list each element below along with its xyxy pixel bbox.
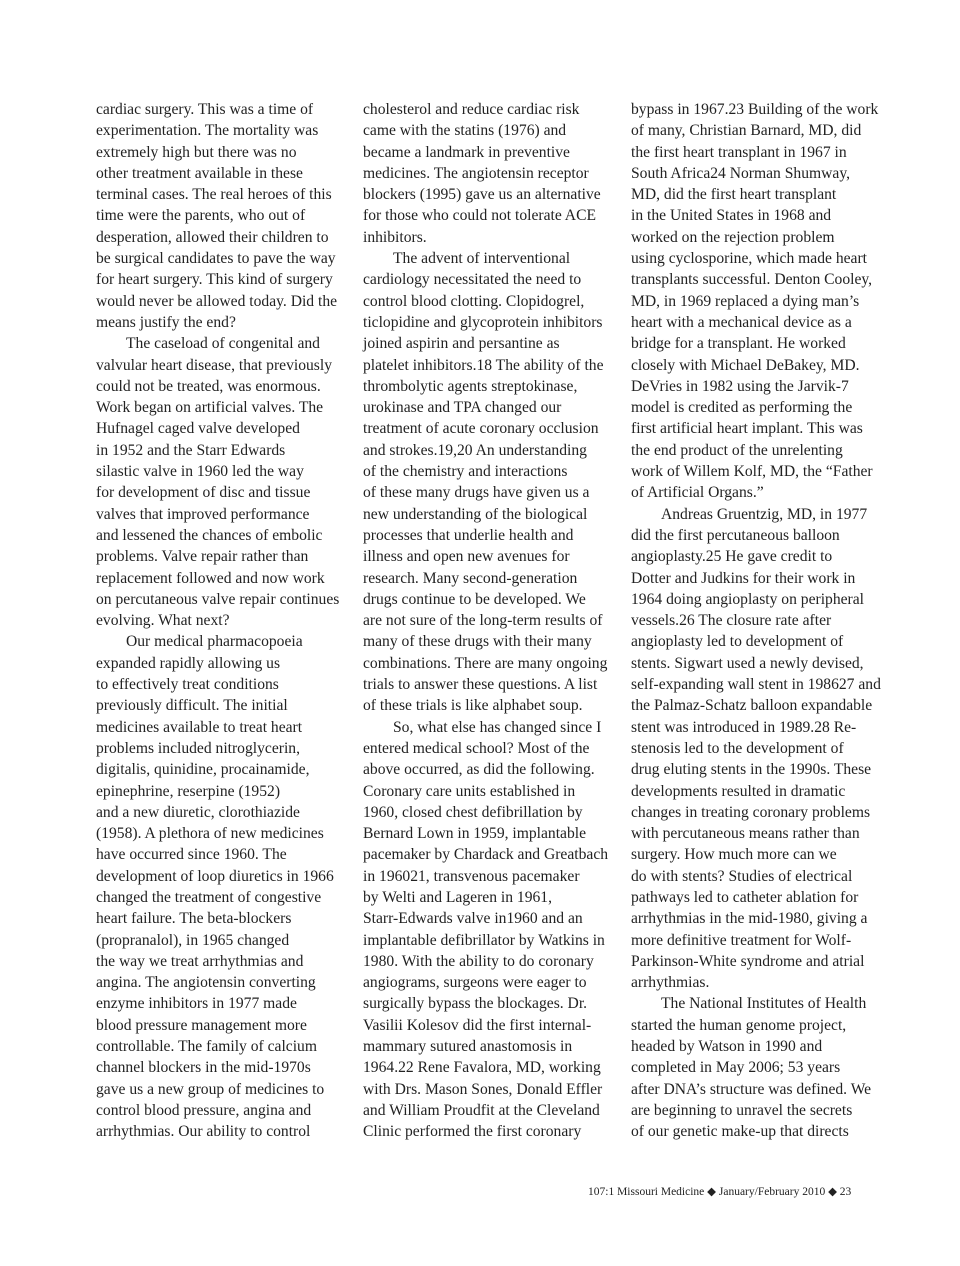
text-line: drugs continue to be developed. We <box>363 590 586 608</box>
text-line: heart failure. The beta-blockers <box>96 910 292 928</box>
text-line: (1958). A plethora of new medicines <box>96 825 324 843</box>
text-line: blood pressure management more <box>96 1016 307 1034</box>
text-line: illness and open new avenues for <box>363 548 570 566</box>
text-line: self-expanding wall stent in 198627 and <box>631 676 881 694</box>
text-line: vessels.26 The closure rate after <box>631 612 832 630</box>
text-line: processes that underlie health and <box>363 526 574 544</box>
text-line: to effectively treat conditions <box>96 676 279 694</box>
text-line: silastic valve in 1960 led the way <box>96 463 304 481</box>
text-line: problems included nitroglycerin, <box>96 739 300 757</box>
text-line: stent was introduced in 1989.28 Re- <box>631 718 857 736</box>
text-line: of these trials is like alphabet soup. <box>363 697 583 715</box>
text-line: of many, Christian Barnard, MD, did <box>631 122 862 140</box>
text-line: the end product of the unrelenting <box>631 441 843 459</box>
text-line: first artificial heart implant. This was <box>631 420 863 438</box>
text-line: MD, did the first heart transplant <box>631 186 837 204</box>
text-line: angiograms, surgeons were eager to <box>363 974 587 992</box>
text-line: stenosis led to the development of <box>631 739 844 757</box>
text-line: on percutaneous valve repair continues <box>96 590 340 608</box>
text-line: are beginning to unravel the secrets <box>631 1101 853 1119</box>
text-line: work of Willem Kolf, MD, the “Father <box>631 463 873 481</box>
text-line: of these many drugs have given us a <box>363 484 590 502</box>
text-line: MD, in 1969 replaced a dying man’s <box>631 292 860 310</box>
text-line: new understanding of the biological <box>363 505 588 523</box>
page-footer: 107:1 Missouri Medicine ◆ January/February 2010 ◆ 23 <box>588 1186 852 1198</box>
text-line: extremely high but there was no <box>96 143 297 161</box>
text-line: more definitive treatment for Wolf- <box>631 931 852 949</box>
text-line: platelet inhibitors.18 The ability of the <box>363 356 604 374</box>
text-line: Clinic performed the first coronary <box>363 1123 582 1141</box>
text-line: are not sure of the long-term results of <box>363 612 603 630</box>
text-line: for development of disc and tissue <box>96 484 311 502</box>
text-line: be surgical candidates to pave the way <box>96 250 336 268</box>
text-line: experimentation. The mortality was <box>96 122 319 140</box>
text-line: started the human genome project, <box>631 1016 847 1034</box>
text-column-2 <box>363 99 617 1143</box>
text-line: and lessened the chances of embolic <box>96 526 323 544</box>
text-line: bypass in 1967.23 Building of the work <box>631 101 879 118</box>
text-line: many of these drugs with their many <box>363 633 592 651</box>
text-line: Coronary care units established in <box>363 782 576 800</box>
text-line: thrombolytic agents streptokinase, <box>363 377 578 395</box>
text-line: would never be allowed today. Did the <box>96 292 338 310</box>
text-line: using cyclosporine, which made heart <box>631 250 868 268</box>
text-line: arrhythmias. <box>631 974 710 992</box>
text-line: research. Many second-generation <box>363 569 578 587</box>
text-line: mammary sutured anastomosis in <box>363 1038 573 1056</box>
text-line: developments resulted in dramatic <box>631 782 846 800</box>
text-line: desperation, allowed their children to <box>96 228 329 246</box>
text-line: transplants successful. Denton Cooley, <box>631 271 873 289</box>
text-line: stents. Sigwart used a newly devised, <box>631 654 864 672</box>
paragraph-start-line: The National Institutes of Health <box>661 995 867 1013</box>
text-line: came with the statins (1976) and <box>363 122 567 140</box>
text-line: in 1952 and the Starr Edwards <box>96 441 286 459</box>
text-line: controllable. The family of calcium <box>96 1038 317 1056</box>
text-line: do with stents? Studies of electrical <box>631 867 853 885</box>
text-line: model is credited as performing the <box>631 399 853 417</box>
text-line: previously difficult. The initial <box>96 697 288 715</box>
text-line: changed the treatment of congestive <box>96 888 322 906</box>
text-line: South Africa24 Norman Shumway, <box>631 164 851 182</box>
text-line: arrhythmias in the mid-1980, giving a <box>631 910 868 928</box>
text-line: for those who could not tolerate ACE <box>363 207 596 225</box>
text-line: time were the parents, who out of <box>96 207 306 225</box>
text-line: changes in treating coronary problems <box>631 803 871 821</box>
text-column-1 <box>96 99 348 1143</box>
text-line: drug eluting stents in the 1990s. These <box>631 761 872 779</box>
text-line: 1980. With the ability to do coronary <box>363 952 594 970</box>
text-line: DeVries in 1982 using the Jarvik-7 <box>631 377 849 395</box>
text-line: blockers (1995) gave us an alternative <box>363 186 601 204</box>
text-line: for heart surgery. This kind of surgery <box>96 271 333 289</box>
text-line: arrhythmias. Our ability to control <box>96 1123 311 1141</box>
text-line: headed by Watson in 1990 and <box>631 1038 823 1056</box>
text-line: joined aspirin and persantine as <box>363 335 560 353</box>
text-line: urokinase and TPA changed our <box>363 399 562 417</box>
text-line: (propranalol), in 1965 changed <box>96 931 290 949</box>
text-line: heart with a mechanical device as a <box>631 313 852 331</box>
paragraph-start-line: So, what else has changed since I <box>393 718 602 736</box>
text-line: Work began on artificial valves. The <box>96 399 324 417</box>
text-line: problems. Valve repair rather than <box>96 548 309 566</box>
text-line: enzyme inhibitors in 1977 made <box>96 995 297 1013</box>
text-line: and strokes.19,20 An understanding <box>363 441 587 459</box>
text-line: of our genetic make-up that directs <box>631 1123 849 1141</box>
text-line: closely with Michael DeBakey, MD. <box>631 356 860 374</box>
text-line: ticlopidine and glycoprotein inhibitors <box>363 313 603 331</box>
text-line: epinephrine, reserpine (1952) <box>96 782 281 800</box>
text-line: 1964.22 Rene Favalora, MD, working <box>363 1059 601 1077</box>
text-line: pacemaker by Chardack and Greatbach <box>363 846 609 864</box>
text-line: above occurred, as did the following. <box>363 761 595 779</box>
text-line: trials to answer these questions. A list <box>363 676 598 694</box>
text-line: 1964 doing angioplasty on peripheral <box>631 590 864 608</box>
text-line: entered medical school? Most of the <box>363 739 590 757</box>
text-line: Parkinson-White syndrome and atrial <box>631 952 865 970</box>
text-line: treatment of acute coronary occlusion <box>363 420 599 438</box>
text-line: Dotter and Judkins for their work in <box>631 569 856 587</box>
text-line: with Drs. Mason Sones, Donald Effler <box>363 1080 603 1098</box>
text-line: angioplasty led to development of <box>631 633 844 651</box>
text-line: after DNA’s structure was defined. We <box>631 1080 872 1098</box>
text-line: completed in May 2006; 53 years <box>631 1059 841 1077</box>
text-line: development of loop diuretics in 1966 <box>96 867 334 885</box>
text-line: by Welti and Lageren in 1961, <box>363 888 552 906</box>
text-line: expanded rapidly allowing us <box>96 654 281 672</box>
text-line: inhibitors. <box>363 228 427 246</box>
text-line: worked on the rejection problem <box>631 228 835 246</box>
text-line: cardiology necessitated the need to <box>363 271 582 289</box>
text-line: valves that improved performance <box>96 505 310 523</box>
text-line: replacement followed and now work <box>96 569 325 587</box>
text-line: and William Proudfit at the Cleveland <box>363 1101 600 1119</box>
text-line: control blood clotting. Clopidogrel, <box>363 292 585 310</box>
text-line: surgically bypass the blockages. Dr. <box>363 995 588 1013</box>
paragraph-start-line: The advent of interventional <box>393 250 571 268</box>
text-line: terminal cases. The real heroes of this <box>96 186 332 204</box>
text-line: Vasilii Kolesov did the first internal- <box>363 1016 592 1034</box>
text-line: medicines. The angiotensin receptor <box>363 164 589 182</box>
text-line: 1960, closed chest defibrillation by <box>363 803 583 821</box>
text-line: the way we treat arrhythmias and <box>96 952 304 970</box>
text-line: valvular heart disease, that previously <box>96 356 332 374</box>
text-line: bridge for a transplant. He worked <box>631 335 846 353</box>
text-line: of the chemistry and interactions <box>363 463 568 481</box>
text-line: combinations. There are many ongoing <box>363 654 608 672</box>
text-column-3 <box>631 99 885 1143</box>
paragraph-start-line: Andreas Gruentzig, MD, in 1977 <box>661 505 868 523</box>
text-line: channel blockers in the mid-1970s <box>96 1059 311 1077</box>
text-line: implantable defibrillator by Watkins in <box>363 931 605 949</box>
text-line: control blood pressure, angina and <box>96 1101 312 1119</box>
text-line: of Artificial Organs.” <box>631 484 764 502</box>
text-line: evolving. What next? <box>96 612 230 630</box>
text-line: with percutaneous means rather than <box>631 825 860 843</box>
text-line: in the United States in 1968 and <box>631 207 832 225</box>
text-line: angioplasty.25 He gave credit to <box>631 548 833 566</box>
text-line: could not be treated, was enormous. <box>96 377 321 395</box>
text-line: angina. The angiotensin converting <box>96 974 316 992</box>
text-line: medicines available to treat heart <box>96 718 303 736</box>
text-line: in 196021, transvenous pacemaker <box>363 867 580 885</box>
text-line: cardiac surgery. This was a time of <box>96 101 314 118</box>
text-line: have occurred since 1960. The <box>96 846 287 864</box>
text-line: surgery. How much more can we <box>631 846 837 864</box>
text-line: Hufnagel caged valve developed <box>96 420 300 438</box>
text-line: gave us a new group of medicines to <box>96 1080 325 1098</box>
text-line: cholesterol and reduce cardiac risk <box>363 101 580 118</box>
text-line: Bernard Lown in 1959, implantable <box>363 825 587 843</box>
text-line: pathways led to catheter ablation for <box>631 888 859 906</box>
text-line: the Palmaz-Schatz balloon expandable <box>631 697 873 715</box>
text-line: Starr-Edwards valve in1960 and an <box>363 910 583 928</box>
text-line: and a new diuretic, clorothiazide <box>96 803 300 821</box>
text-line: the first heart transplant in 1967 in <box>631 143 847 161</box>
paragraph-start-line: The caseload of congenital and <box>126 335 320 353</box>
text-line: became a landmark in preventive <box>363 143 570 161</box>
paragraph-start-line: Our medical pharmacopoeia <box>126 633 303 651</box>
text-line: digitalis, quinidine, procainamide, <box>96 761 310 779</box>
text-line: means justify the end? <box>96 313 236 331</box>
text-line: other treatment available in these <box>96 164 303 182</box>
text-line: did the first percutaneous balloon <box>631 526 840 544</box>
